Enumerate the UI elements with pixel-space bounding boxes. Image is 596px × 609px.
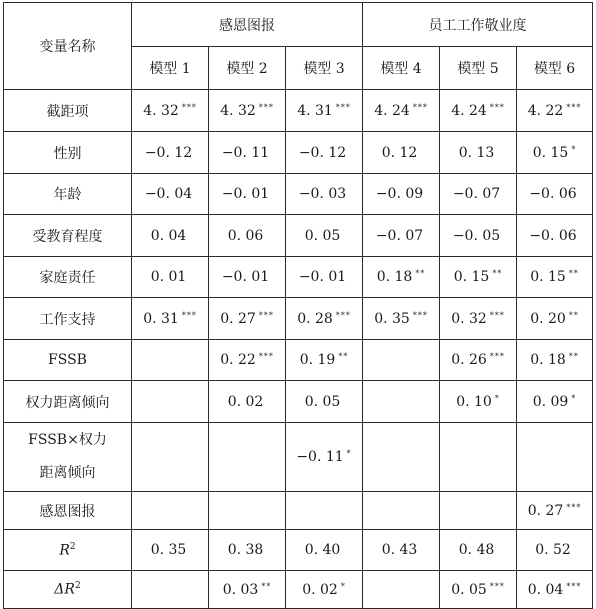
row-label: [4, 174, 132, 215]
table-cell: [209, 530, 286, 571]
table-cell: [209, 174, 286, 215]
significance-stars: *: [494, 393, 500, 403]
table-cell: [132, 423, 209, 492]
table-cell: [209, 257, 286, 298]
cell-value: 0. 15: [453, 269, 490, 285]
cell-value: 0. 18: [530, 352, 566, 368]
significance-stars: ***: [489, 352, 505, 361]
cell-value: −0. 04: [144, 186, 193, 202]
table-cell: [286, 174, 363, 215]
significance-stars: ***: [335, 310, 351, 320]
table-row: [4, 530, 593, 571]
table-cell: [209, 492, 286, 530]
cell-value: −0. 01: [221, 269, 270, 285]
table-row: [4, 298, 593, 340]
table-cell: [440, 298, 517, 340]
cell-value: 0. 04: [527, 581, 564, 598]
table-cell: [209, 298, 286, 340]
cell-value: −0. 09: [375, 186, 424, 202]
cell-value: 0. 35: [374, 310, 410, 327]
row-label: [4, 298, 132, 340]
cell-value: 4. 31: [297, 102, 333, 119]
cell-value: −0. 12: [298, 144, 347, 161]
cell-value: −0. 07: [375, 227, 424, 244]
table-row: [4, 423, 593, 492]
row-label: [4, 132, 132, 174]
table-cell: [286, 132, 363, 174]
significance-stars: **: [568, 352, 579, 361]
cell-value: 0. 05: [304, 227, 341, 244]
model-header-4: 模型 4: [363, 47, 440, 90]
row-label-text: 受教育程度: [32, 228, 103, 245]
table-cell: [132, 530, 209, 571]
table-cell: [363, 90, 440, 132]
row-label: [4, 492, 132, 530]
cell-value: 4. 22: [527, 102, 564, 119]
table-cell: [132, 132, 209, 174]
cell-value: 0. 40: [304, 542, 341, 558]
significance-stars: **: [338, 352, 349, 361]
row-label-superscript: 2: [74, 581, 81, 592]
table-cell: [132, 257, 209, 298]
cell-value: 0. 43: [381, 542, 418, 558]
row-label-text: 家庭责任: [39, 270, 96, 286]
table-cell: [286, 340, 363, 381]
table-cell: [132, 215, 209, 257]
cell-value: 0. 03: [222, 581, 259, 598]
model-header-6: 模型 6: [517, 47, 593, 90]
significance-stars: *: [340, 581, 346, 591]
table-cell: [286, 298, 363, 340]
table-row: [4, 90, 593, 132]
row-label-text: FSSB: [48, 352, 87, 368]
regression-table: [3, 2, 593, 609]
table-cell: [363, 257, 440, 298]
table-cell: [286, 90, 363, 132]
table-cell: [132, 381, 209, 423]
row-label-text: 工作支持: [39, 311, 96, 328]
significance-stars: ***: [258, 352, 274, 361]
table-cell: [132, 174, 209, 215]
cell-value: 0. 04: [150, 227, 187, 244]
table-cell: [517, 298, 593, 340]
cell-value: 0. 28: [297, 310, 333, 327]
table-cell: [440, 492, 517, 530]
cell-value: −0. 06: [529, 227, 577, 244]
cell-value: 0. 27: [220, 310, 256, 327]
cell-value: 4. 32: [143, 102, 179, 119]
significance-stars: ***: [412, 102, 428, 112]
cell-value: 0. 13: [458, 144, 495, 161]
table-row: [4, 174, 593, 215]
row-label-superscript: 2: [69, 541, 76, 552]
row-label: [4, 257, 132, 298]
table-cell: [363, 423, 440, 492]
row-label: [4, 571, 132, 609]
table-cell: [209, 90, 286, 132]
significance-stars: ***: [258, 102, 274, 112]
table-cell: [517, 174, 593, 215]
cell-value: 4. 24: [451, 102, 487, 119]
table-cell: [286, 257, 363, 298]
cell-value: 0. 31: [143, 310, 179, 327]
cell-value: −0. 01: [221, 186, 270, 202]
cell-value: 4. 24: [374, 102, 410, 119]
significance-stars: ***: [489, 581, 505, 591]
table-cell: [286, 381, 363, 423]
cell-value: 0. 06: [227, 227, 264, 244]
row-label-text: ΔR: [54, 581, 75, 598]
significance-stars: ***: [335, 102, 351, 112]
row-label: [4, 381, 132, 423]
table-cell: [440, 530, 517, 571]
cell-value: −0. 01: [298, 269, 347, 285]
significance-stars: *: [346, 449, 352, 458]
table-cell: [209, 132, 286, 174]
table-cell: [517, 571, 593, 609]
cell-value: −0. 03: [298, 186, 347, 202]
table-cell: [517, 340, 593, 381]
table-cell: [517, 381, 593, 423]
table-row: [4, 340, 593, 381]
cell-value: 0. 48: [458, 542, 495, 558]
cell-value: 0. 52: [535, 542, 571, 558]
table-cell: [517, 215, 593, 257]
cell-value: 0. 32: [451, 310, 487, 327]
significance-stars: **: [492, 269, 503, 278]
table-cell: [440, 90, 517, 132]
significance-stars: ***: [181, 102, 197, 112]
row-label-text: 截距项: [46, 103, 89, 120]
significance-stars: ***: [412, 310, 428, 320]
row-label: [4, 423, 132, 492]
table-cell: [440, 381, 517, 423]
cell-value: −0. 06: [529, 186, 577, 202]
table-cell: [286, 215, 363, 257]
row-label: [4, 340, 132, 381]
table-row: [4, 257, 593, 298]
table-cell: [363, 492, 440, 530]
table-cell: [517, 132, 593, 174]
table-cell: [286, 571, 363, 609]
cell-value: 0. 35: [150, 542, 187, 558]
cell-value: 0. 09: [532, 393, 569, 410]
table-cell: [363, 340, 440, 381]
cell-value: 0. 10: [456, 393, 492, 410]
table-cell: [286, 530, 363, 571]
table-cell: [209, 381, 286, 423]
significance-stars: **: [568, 310, 579, 320]
cell-value: 0. 22: [220, 352, 256, 368]
table-cell: [440, 340, 517, 381]
table-cell: [209, 571, 286, 609]
row-label-text-line2: 距离倾向: [39, 465, 96, 481]
table-cell: [517, 423, 593, 492]
table-cell: [363, 174, 440, 215]
table-cell: [286, 492, 363, 530]
cell-value: 4. 32: [220, 102, 256, 119]
group-header-gratitude: 感恩图报: [132, 3, 363, 47]
cell-value: 0. 01: [150, 269, 187, 285]
cell-value: 0. 20: [530, 310, 566, 327]
table-cell: [440, 215, 517, 257]
significance-stars: **: [568, 269, 579, 278]
cell-value: 0. 12: [381, 144, 418, 161]
significance-stars: ***: [489, 310, 505, 320]
table-body: [4, 90, 593, 609]
cell-value: −0. 12: [144, 144, 193, 161]
table-row: [4, 132, 593, 174]
cell-value: 0. 18: [376, 269, 413, 285]
cell-value: −0. 11: [221, 144, 270, 161]
row-label-text: 权力距离倾向: [25, 394, 110, 411]
row-label: [4, 215, 132, 257]
table-cell: [517, 90, 593, 132]
variable-name-header: 变量名称: [4, 3, 132, 90]
table-cell: [132, 492, 209, 530]
row-label-text: 性别: [53, 145, 82, 162]
cell-value: 0. 05: [451, 581, 487, 598]
cell-value: −0. 05: [452, 227, 501, 244]
table-cell: [517, 530, 593, 571]
row-label: [4, 530, 132, 571]
row-label-text: 年龄: [53, 187, 82, 203]
row-label: [4, 90, 132, 132]
table-row: [4, 492, 593, 530]
table-row: [4, 215, 593, 257]
row-label-text: FSSB×权力: [28, 432, 107, 448]
table-cell: [363, 298, 440, 340]
table-cell: [286, 423, 363, 492]
table-row: [4, 381, 593, 423]
cell-value: 0. 02: [302, 581, 338, 598]
row-label-text: 感恩图报: [39, 503, 96, 520]
table-cell: [363, 571, 440, 609]
table-row: [4, 571, 593, 609]
table-cell: [209, 340, 286, 381]
row-label-text: R: [59, 542, 70, 559]
group-header-engagement: 员工工作敬业度: [363, 3, 593, 47]
table-cell: [517, 492, 593, 530]
table-cell: [363, 381, 440, 423]
cell-value: 0. 15: [530, 269, 566, 285]
table-cell: [132, 298, 209, 340]
significance-stars: ***: [566, 581, 582, 591]
significance-stars: ***: [566, 102, 582, 112]
significance-stars: **: [261, 581, 272, 591]
cell-value: 0. 02: [227, 393, 264, 410]
table-cell: [363, 132, 440, 174]
cell-value: 0. 15: [532, 144, 569, 161]
table-cell: [440, 571, 517, 609]
significance-stars: ***: [489, 102, 505, 112]
table-cell: [440, 423, 517, 492]
cell-value: 0. 38: [227, 542, 264, 558]
significance-stars: ***: [258, 310, 274, 320]
cell-value: 0. 19: [299, 352, 336, 368]
significance-stars: ***: [181, 310, 197, 320]
significance-stars: *: [571, 144, 577, 154]
table-cell: [440, 132, 517, 174]
model-header-3: 模型 3: [286, 47, 363, 90]
table-cell: [517, 257, 593, 298]
table-cell: [132, 90, 209, 132]
table-cell: [440, 174, 517, 215]
model-header-5: 模型 5: [440, 47, 517, 90]
table-cell: [132, 340, 209, 381]
table-cell: [209, 423, 286, 492]
table-cell: [440, 257, 517, 298]
cell-value: −0. 07: [452, 186, 501, 202]
significance-stars: *: [571, 393, 577, 403]
cell-value: 0. 26: [451, 352, 487, 368]
table-cell: [209, 215, 286, 257]
table-cell: [132, 571, 209, 609]
table-cell: [363, 215, 440, 257]
cell-value: −0. 11: [296, 449, 344, 465]
model-header-1: 模型 1: [132, 47, 209, 90]
header-row-groups: [4, 3, 593, 47]
table-cell: [363, 530, 440, 571]
cell-value: 0. 27: [527, 502, 564, 519]
cell-value: 0. 05: [304, 393, 341, 410]
model-header-2: 模型 2: [209, 47, 286, 90]
significance-stars: **: [415, 269, 426, 278]
significance-stars: ***: [566, 502, 582, 512]
